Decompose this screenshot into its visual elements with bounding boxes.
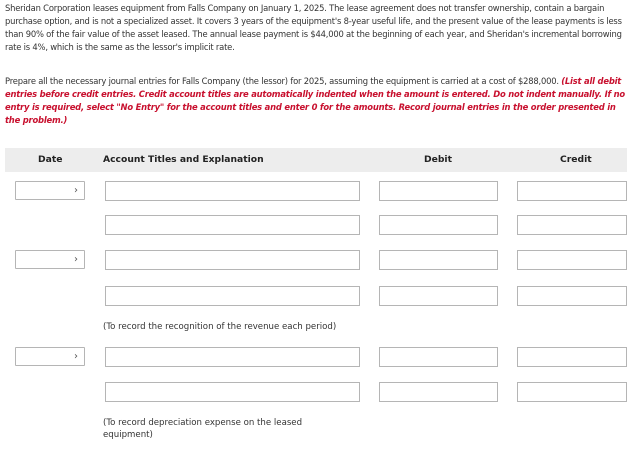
instructions-note: (List all debit entries before credit entries. Credit account titles are automatically indented when the amount is entered. Do not indent manually. If no entry is required, select "No Entry" for the account titles and enter 0 for the amounts. Record journal entries in the order presented in the problem.) — [5, 76, 625, 125]
credit-input-1-1[interactable] — [517, 181, 627, 201]
credit-input-1-2[interactable] — [517, 215, 627, 235]
debit-input-2-2[interactable] — [379, 286, 498, 306]
instructions-lead: Prepare all the necessary journal entries for Falls Company (the lessor) for 2025, assuming the equipment is carried at a cost of $288,000. — [5, 76, 562, 86]
chevron-down-icon: › — [74, 254, 78, 265]
account-input-1-2[interactable] — [105, 215, 360, 235]
date-select-2[interactable] — [15, 250, 85, 269]
debit-input-1-2[interactable] — [379, 215, 498, 235]
date-select-3[interactable] — [15, 347, 85, 366]
credit-input-3-1[interactable] — [517, 347, 627, 367]
account-input-2-1[interactable] — [105, 250, 360, 270]
account-input-3-2[interactable] — [105, 382, 360, 402]
debit-input-1-1[interactable] — [379, 181, 498, 201]
date-select-1[interactable] — [15, 181, 85, 200]
entry-note-1: (To record the recognition of the revenue each period) — [103, 322, 337, 332]
journal-header — [5, 148, 627, 172]
debit-input-3-1[interactable] — [379, 347, 498, 367]
debit-input-2-1[interactable] — [379, 250, 498, 270]
credit-input-2-2[interactable] — [517, 286, 627, 306]
header-account: Account Titles and Explanation — [103, 154, 264, 165]
header-credit: Credit — [560, 154, 592, 165]
instructions — [5, 75, 630, 127]
header-date: Date — [38, 154, 63, 165]
problem-text: Sheridan Corporation leases equipment from Falls Company on January 1, 2025. The lease agreement does not transfer ownership, contain a bargain purchase option, and is not a specialized asset. It covers 3 years of the equipment's 8-year useful life, and the present value of the lease payments is less than 90% of the fair value of the asset leased. The annual lease payment is $44,000 at the beginning of each year, and Sheridan's incremental borrowing rate is 4%, which is the same as the lessor's implicit rate. — [5, 3, 622, 52]
chevron-down-icon: › — [74, 351, 78, 362]
chevron-down-icon: › — [74, 185, 78, 196]
credit-input-3-2[interactable] — [517, 382, 627, 402]
debit-input-3-2[interactable] — [379, 382, 498, 402]
header-debit: Debit — [424, 154, 452, 165]
account-input-2-2[interactable] — [105, 286, 360, 306]
entry-note-2: (To record depreciation expense on the leased equipment) — [103, 418, 303, 440]
account-input-1-1[interactable] — [105, 181, 360, 201]
credit-input-2-1[interactable] — [517, 250, 627, 270]
account-input-3-1[interactable] — [105, 347, 360, 367]
